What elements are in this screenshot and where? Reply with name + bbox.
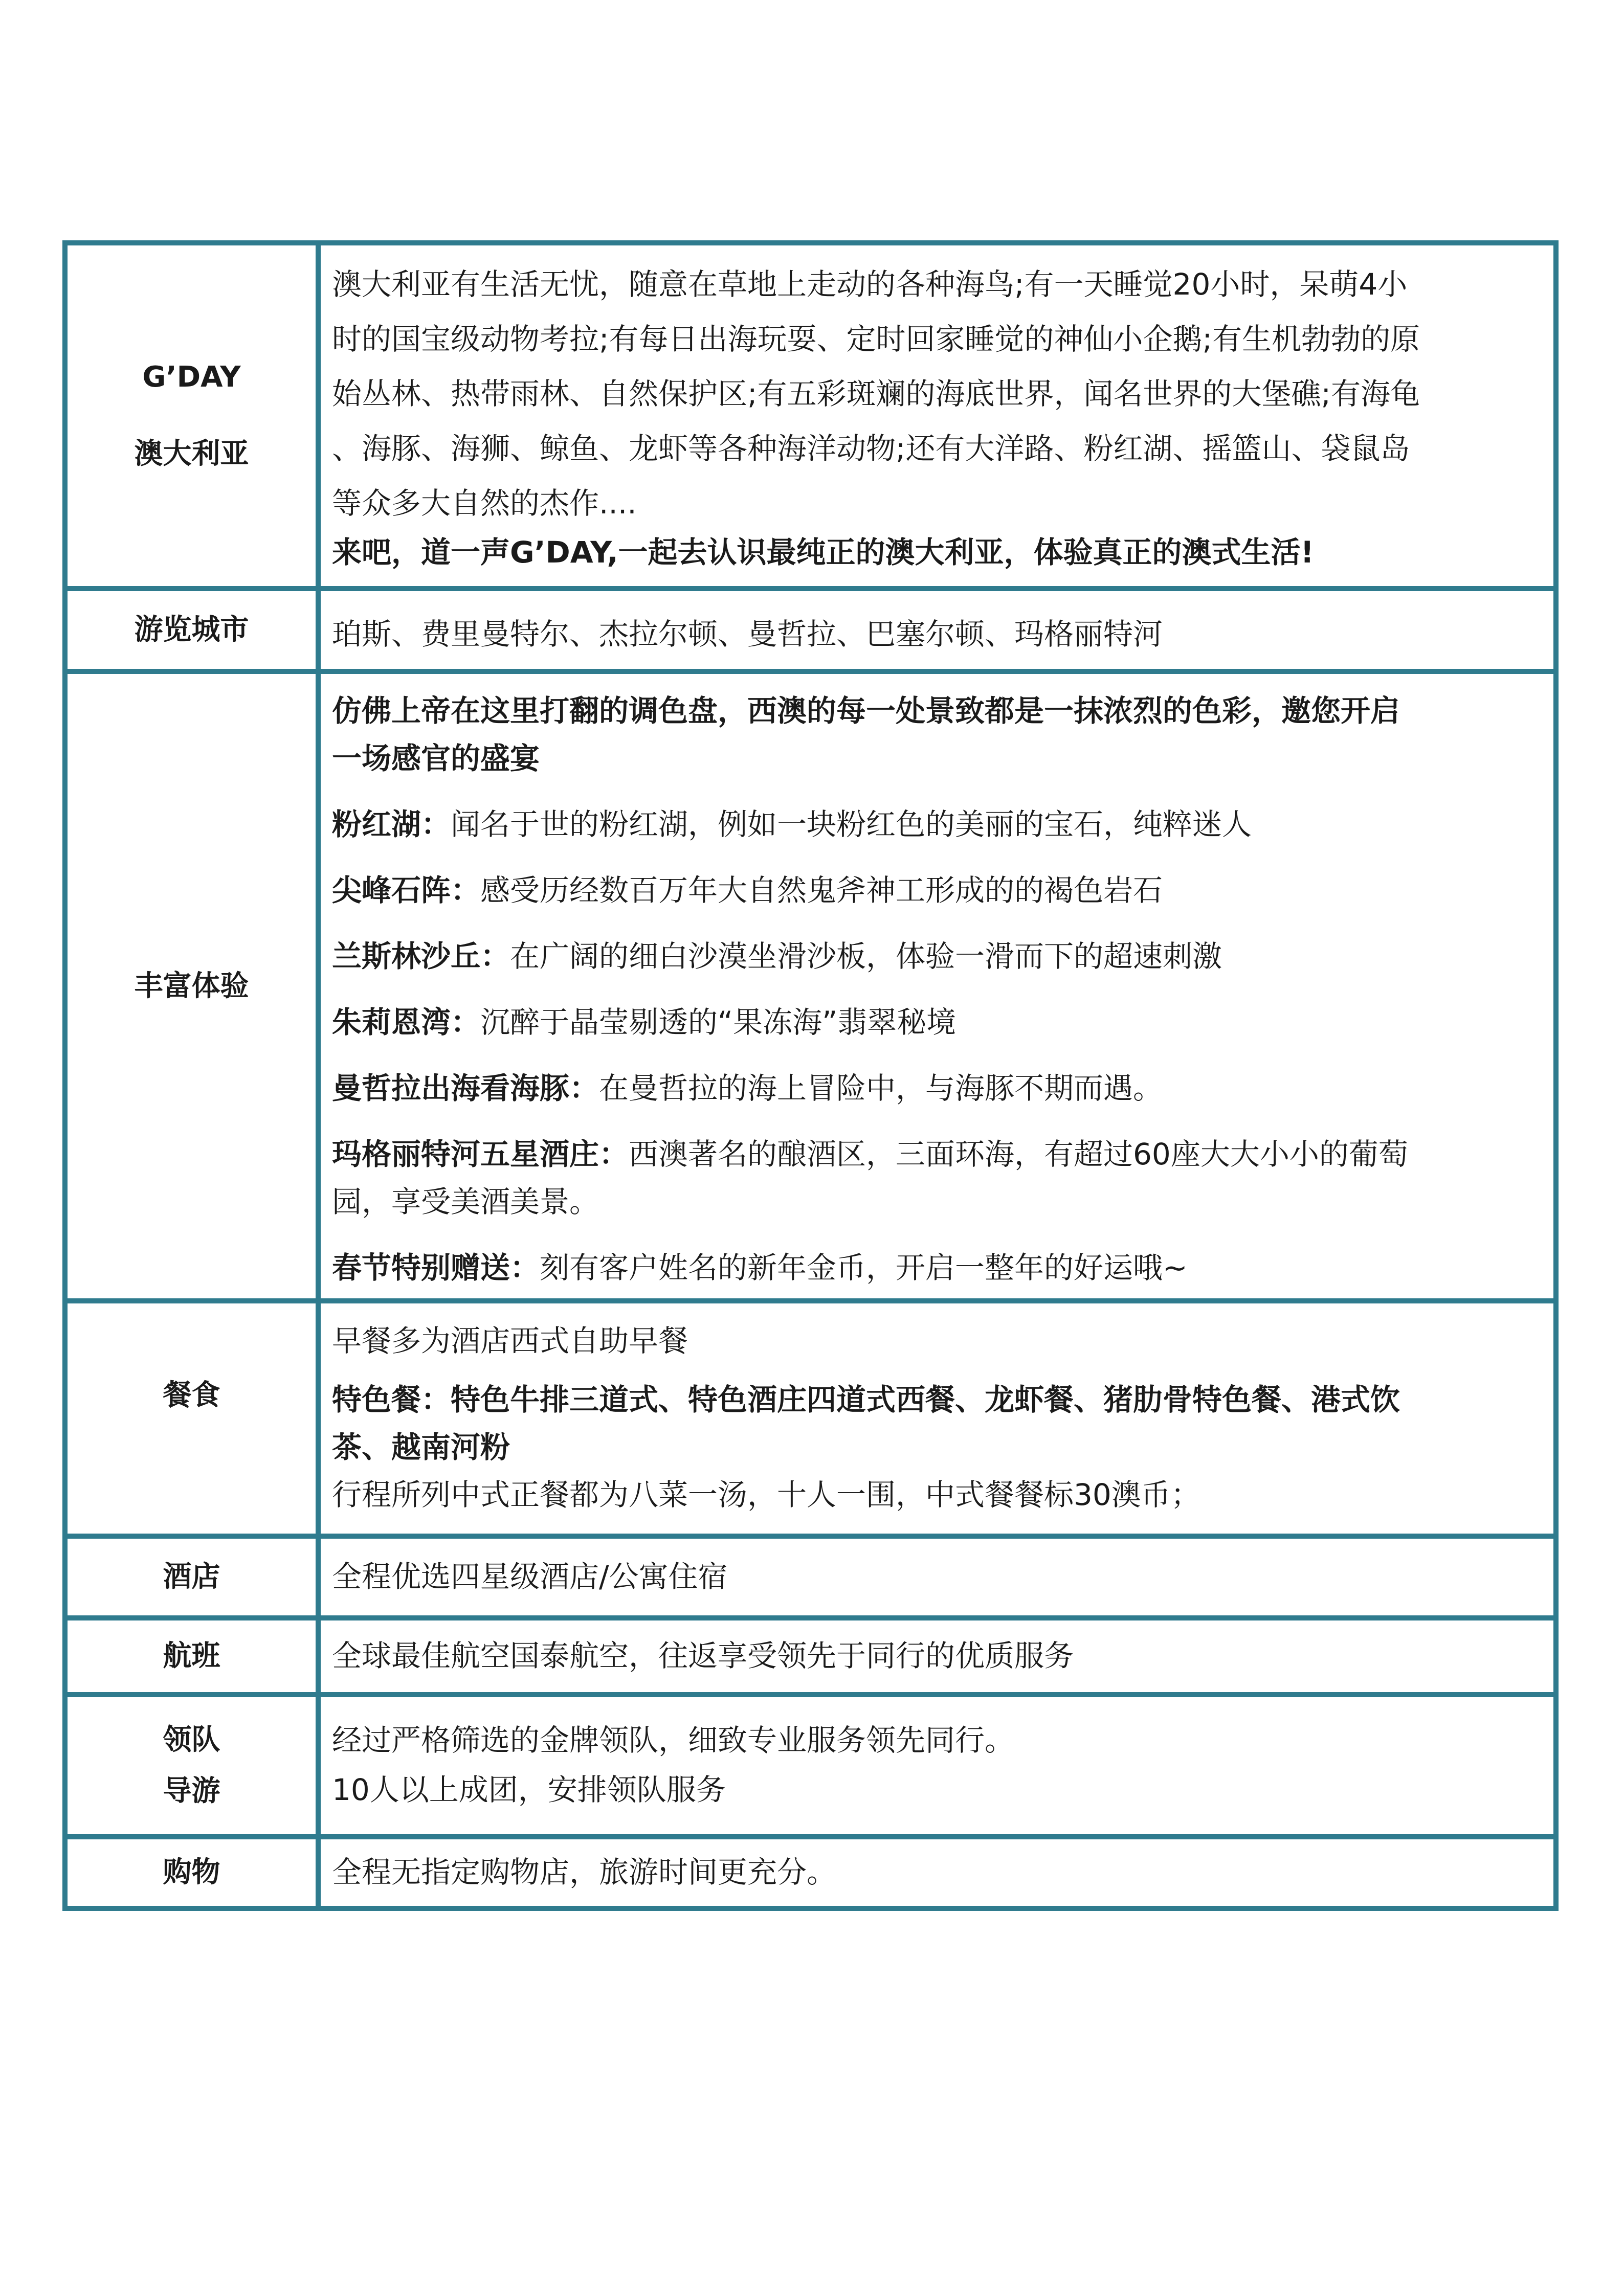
cities-text: 珀斯、费里曼特尔、杰拉尔顿、曼哲拉、巴塞尔顿、玛格丽特河: [332, 616, 1163, 651]
experience-item: [332, 933, 1542, 980]
meals-special: 特色餐：特色牛排三道式、特色酒庄四道式西餐、龙虾餐、猪肋骨特色餐、港式饮: [332, 1382, 1400, 1417]
intro-bold-line: 来吧，道一声G’DAY,一起去认识最纯正的澳大利亚，体验真正的澳式生活!: [332, 534, 1315, 570]
meals-chinese: 行程所列中式正餐都为八菜一汤，十人一围，中式餐餐标30澳币；: [332, 1477, 1200, 1512]
itinerary-table: [62, 240, 1559, 1911]
intro-label-line1: G’DAY: [142, 361, 241, 394]
hotel-content: [318, 1536, 1556, 1618]
experience-item-title: 兰斯林沙丘：: [332, 938, 510, 974]
cities-label: 游览城市: [65, 589, 318, 671]
guide-label-line2: 导游: [163, 1774, 220, 1808]
shopping-row: [65, 1837, 1556, 1908]
shopping-label: 购物: [65, 1837, 318, 1908]
shopping-content: [318, 1837, 1556, 1908]
experience-item-continued: 园，享受美酒美景。: [332, 1184, 599, 1219]
experience-item-text: 沉醉于晶莹剔透的“果冻海”翡翠秘境: [480, 1004, 956, 1040]
experience-item-title: 春节特别赠送：: [332, 1250, 540, 1285]
meals-breakfast: 早餐多为酒店西式自助早餐: [332, 1323, 688, 1358]
intro-line: 澳大利亚有生活无忧，随意在草地上走动的各种海鸟;有一天睡觉20小时，呆萌4小: [332, 266, 1408, 302]
flight-label: 航班: [65, 1618, 318, 1695]
hotel-label: 酒店: [65, 1536, 318, 1618]
experience-item: [332, 867, 1542, 914]
experience-item: [332, 1131, 1542, 1178]
guide-line: 10人以上成团，安排领队服务: [332, 1772, 726, 1807]
experience-item: [332, 1065, 1542, 1112]
hotel-row: [65, 1536, 1556, 1618]
experience-headline: 仿佛上帝在这里打翻的调色盘，西澳的每一处景致都是一抹浓烈的色彩，邀您开启: [332, 693, 1400, 728]
meals-special: 茶、越南河粉: [332, 1430, 510, 1465]
experience-item-text: 在广阔的细白沙漠坐滑沙板，体验一滑而下的超速刺激: [510, 938, 1222, 974]
experience-item-text: 西澳著名的酿酒区，三面环海，有超过60座大大小小的葡萄: [629, 1136, 1408, 1172]
guide-label: [65, 1695, 318, 1837]
experience-item-title: 曼哲拉出海看海豚：: [332, 1070, 599, 1106]
intro-line: 等众多大自然的杰作....: [332, 485, 637, 521]
experience-item-title: 粉红湖：: [332, 806, 451, 842]
intro-content: [318, 243, 1556, 589]
experience-item-text: 在曼哲拉的海上冒险中，与海豚不期而遇。: [599, 1070, 1163, 1106]
experience-item-title: 朱莉恩湾：: [332, 1004, 481, 1040]
intro-label-line2: 澳大利亚: [134, 437, 249, 470]
meals-content: [318, 1301, 1556, 1536]
experience-item: [332, 1244, 1542, 1292]
experience-label: 丰富体验: [65, 671, 318, 1301]
hotel-text: 全程优选四星级酒店/公寓住宿: [332, 1559, 728, 1594]
experience-item-text: 感受历经数百万年大自然鬼斧神工形成的的褐色岩石: [480, 872, 1163, 908]
experience-item: [332, 999, 1542, 1046]
cities-content: [318, 589, 1556, 671]
intro-label: [65, 243, 318, 589]
meals-row: [65, 1301, 1556, 1536]
experience-item-title: 玛格丽特河五星酒庄：: [332, 1136, 629, 1172]
guide-label-line1: 领队: [163, 1723, 220, 1757]
flight-row: [65, 1618, 1556, 1695]
guide-row: [65, 1695, 1556, 1837]
guide-line: 经过严格筛选的金牌领队，细致专业服务领先同行。: [332, 1723, 1015, 1758]
experience-content: [318, 671, 1556, 1301]
intro-line: 时的国宝级动物考拉;有每日出海玩耍、定时回家睡觉的神仙小企鹅;有生机勃勃的原: [332, 321, 1420, 356]
meals-label: 餐食: [65, 1301, 318, 1536]
experience-headline: 一场感官的盛宴: [332, 740, 540, 776]
experience-item-title: 尖峰石阵：: [332, 872, 481, 908]
experience-item-text: 闻名于世的粉红湖，例如一块粉红色的美丽的宝石，纯粹迷人: [451, 806, 1252, 842]
intro-line: 始丛林、热带雨林、自然保护区;有五彩斑斓的海底世界，闻名世界的大堡礁;有海龟: [332, 376, 1420, 411]
experience-row: [65, 671, 1556, 1301]
intro-row: [65, 243, 1556, 589]
flight-text: 全球最佳航空国泰航空，往返享受领先于同行的优质服务: [332, 1638, 1074, 1673]
guide-content: [318, 1695, 1556, 1837]
experience-item: [332, 801, 1542, 848]
shopping-text: 全程无指定购物店，旅游时间更充分。: [332, 1854, 837, 1889]
cities-row: [65, 589, 1556, 671]
flight-content: [318, 1618, 1556, 1695]
experience-item-text: 刻有客户姓名的新年金币，开启一整年的好运哦~: [540, 1250, 1188, 1285]
intro-line: 、海豚、海狮、鲸鱼、龙虾等各种海洋动物;还有大洋路、粉红湖、摇篮山、袋鼠岛: [332, 431, 1410, 466]
